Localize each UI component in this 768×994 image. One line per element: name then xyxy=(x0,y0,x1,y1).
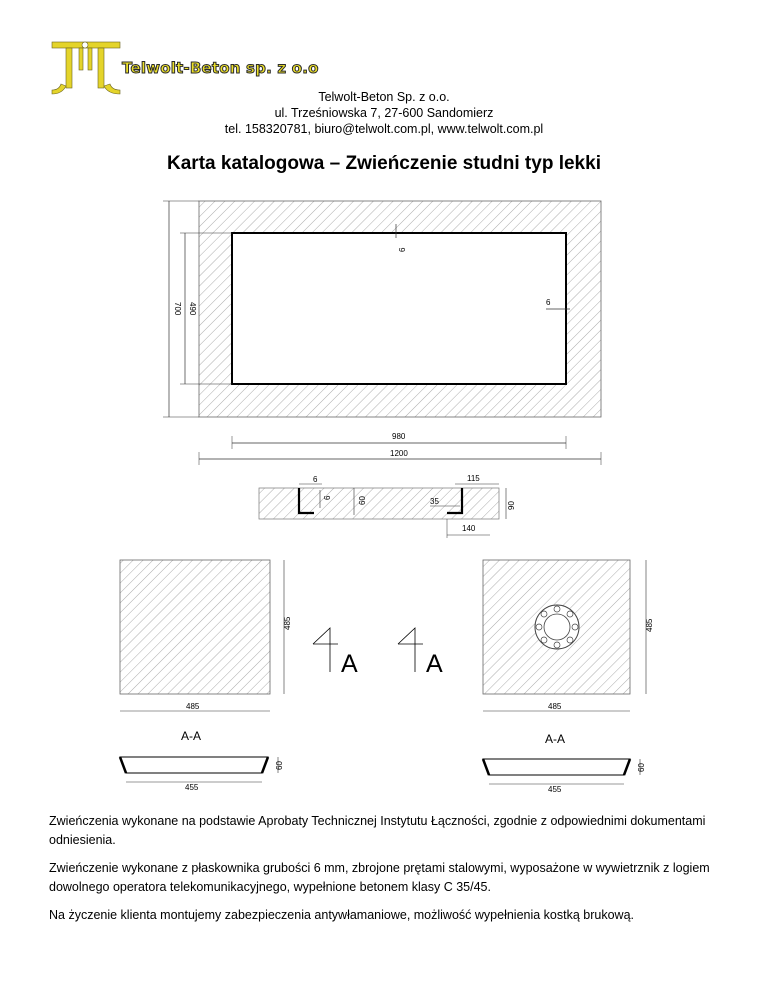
dim-frame-side: 6 xyxy=(546,298,551,307)
left-slab xyxy=(120,560,292,792)
dim-section-a: 6 xyxy=(313,475,318,484)
left-slab-section-label: A-A xyxy=(181,729,202,743)
dim-outer-height: 700 xyxy=(173,302,182,316)
dim-section-c: 60 xyxy=(358,496,367,505)
dim-frame-top: 6 xyxy=(398,247,407,252)
paragraph-material: Zwieńczenie wykonane z płaskownika grubości 6 mm, zbrojone prętami stalowymi, wyposażone w wywietrznik z logiem dowolnego operatora telekomunikacyjnego, wypełnione betonem klasy C 35/45. xyxy=(49,861,710,894)
brand-name: Telwolt-Beton sp. z o.o xyxy=(122,59,319,77)
section-marks xyxy=(313,628,443,678)
dim-section-f: 90 xyxy=(507,501,516,510)
dim-inner-height: 490 xyxy=(188,302,197,316)
dim-section-d: 115 xyxy=(467,474,480,483)
dim-section-e: 35 xyxy=(430,497,439,506)
section-mark-a-right: A xyxy=(426,650,443,678)
address-company: Telwolt-Beton Sp. z o.o. xyxy=(318,90,450,104)
left-slab-dim-bottom: 455 xyxy=(185,783,199,792)
right-slab xyxy=(483,560,654,794)
left-slab-dim-side: 60 xyxy=(275,761,284,770)
left-slab-dim-height: 485 xyxy=(283,616,292,630)
dim-inner-width: 980 xyxy=(392,432,406,441)
left-slab-dim-width: 485 xyxy=(186,702,200,711)
right-slab-dim-height: 485 xyxy=(645,618,654,632)
dim-section-b: 6 xyxy=(323,495,332,500)
right-slab-dim-side: 60 xyxy=(637,763,646,772)
top-view xyxy=(163,201,601,465)
paragraph-options: Na życzenie klienta montujemy zabezpieczenia antywłamaniowe, możliwość wypełnienia kostką brukową. xyxy=(49,908,634,922)
right-slab-dim-bottom: 455 xyxy=(548,785,562,794)
dim-outer-width: 1200 xyxy=(390,449,408,458)
paragraph-approval: Zwieńczenia wykonane na podstawie Aprobaty Technicznej Instytutu Łączności, zgodnie z odpowiednimi dokumentami odniesienia. xyxy=(49,814,706,847)
address-contact: tel. 158320781, biuro@telwolt.com.pl, www.telwolt.com.pl xyxy=(224,122,544,136)
right-slab-section-label: A-A xyxy=(545,732,566,746)
dim-section-g: 140 xyxy=(462,524,476,533)
section-mark-a-left: A xyxy=(341,650,358,678)
page-title: Karta katalogowa – Zwieńczenie studni typ lekki xyxy=(167,153,601,174)
section-view xyxy=(259,474,516,538)
right-slab-dim-width: 485 xyxy=(548,702,562,711)
address-street: ul. Trześniowska 7, 27-600 Sandomierz xyxy=(274,106,494,120)
